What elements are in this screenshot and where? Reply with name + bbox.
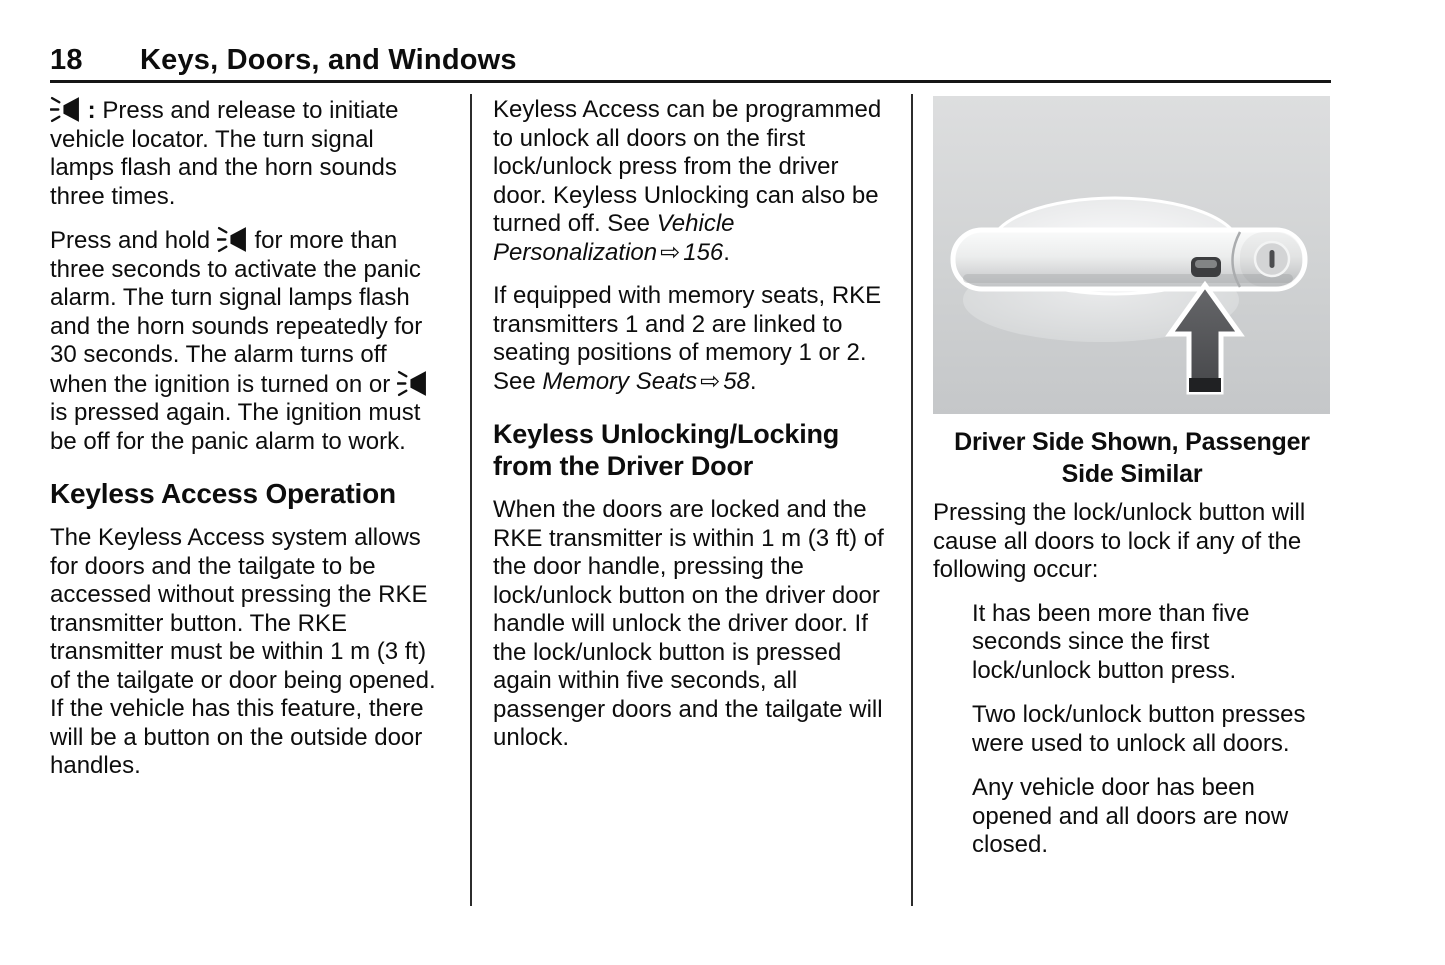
xref-arrow-icon: ⇨ [700,367,721,395]
door-handle-figure [933,96,1330,414]
list-item [933,600,1331,686]
paragraph-memory-seats [493,282,895,396]
column-right [933,96,1331,876]
xref-arrow-icon: ⇨ [660,238,681,266]
xref-memory-seats: Memory Seats [542,367,698,395]
paragraph-lock-conditions: Pressing the lock/unlock button will cause all doors to lock if any of the following occur: [933,499,1306,583]
column-divider [470,94,472,906]
body-text: . [723,238,730,266]
section-heading-keyless-unlocking: Keyless Unlocking/Locking from the Driver Door [493,419,840,481]
column-middle [493,96,895,768]
column-divider [911,94,913,906]
bullet-text: Any vehicle door has been opened and all doors are now closed. [972,774,1289,858]
paragraph-panic-alarm [50,226,442,456]
horn-icon [50,96,81,123]
body-text: Keyless Access can be programmed to unlock all doors on the first lock/unlock press from the driver door. Keyless Unlocking can also be turned off. See [493,96,882,237]
paragraph-keyless-access: The Keyless Access system allows for doors and the tailgate to be accessed without pressing the RKE transmitter button. The RKE transmitter must be within 1 m (3 ft) of the tailgate or door being opened. If the vehicle has this feature, there will be a button on the outside door handles. [50,524,436,779]
horn-icon [217,226,248,253]
body-text: Press and hold [50,227,211,254]
paragraph-vehicle-locator [50,96,442,211]
body-text: . [749,367,757,395]
figure-caption: Driver Side Shown, Passenger Side Similar [954,428,1310,488]
page-header [50,44,517,77]
column-left [50,96,442,796]
paragraph-driver-door-unlock: When the doors are locked and the RKE transmitter is within 1 m (3 ft) of the door handle, pressing the lock/unlock button on the driver door handle will unlock the driver door. If the lock/unlock button is pressed again within five seconds, all passenger doors and the tailgate will unlock. [493,496,884,751]
page-title: Keys, Doors, and Windows [140,44,517,76]
list-item [933,701,1331,758]
body-text: If equipped with memory seats, RKE transmitters 1 and 2 are linked to seating positions of memory 1 or 2. See [493,282,882,395]
horn-icon [397,370,428,397]
keyhole-slot [1270,250,1275,268]
bullet-gutter [933,774,972,860]
section-heading-keyless-access-operation: Keyless Access Operation [50,478,396,509]
xref-vehicle-personalization: Vehicle Personalization [493,210,735,266]
page-number: 18 [50,44,83,76]
body-text: is pressed again. The ignition must be off for the panic alarm to work. [50,399,421,455]
list-item [933,774,1331,860]
symbol-colon: : [87,97,96,124]
bullet-gutter [933,701,972,758]
paragraph-programming [493,96,895,267]
body-text: Press and release to initiate vehicle locator. The turn signal lamps flash and the horn sounds three times. [50,97,399,210]
bullet-text: It has been more than five seconds since the first lock/unlock button press. [972,599,1250,684]
header-rule [50,80,1331,83]
body-text: for more than three seconds to activate the panic alarm. The turn signal lamps flash and the horn sounds repeatedly for 30 seconds. The alarm turns off when the ignition is turned on or [50,227,423,398]
xref-page-number: 58 [723,367,750,395]
bullet-text: Two lock/unlock button presses were used to unlock all doors. [972,701,1306,757]
bullet-gutter [933,600,972,686]
xref-page-number: 156 [683,238,724,266]
